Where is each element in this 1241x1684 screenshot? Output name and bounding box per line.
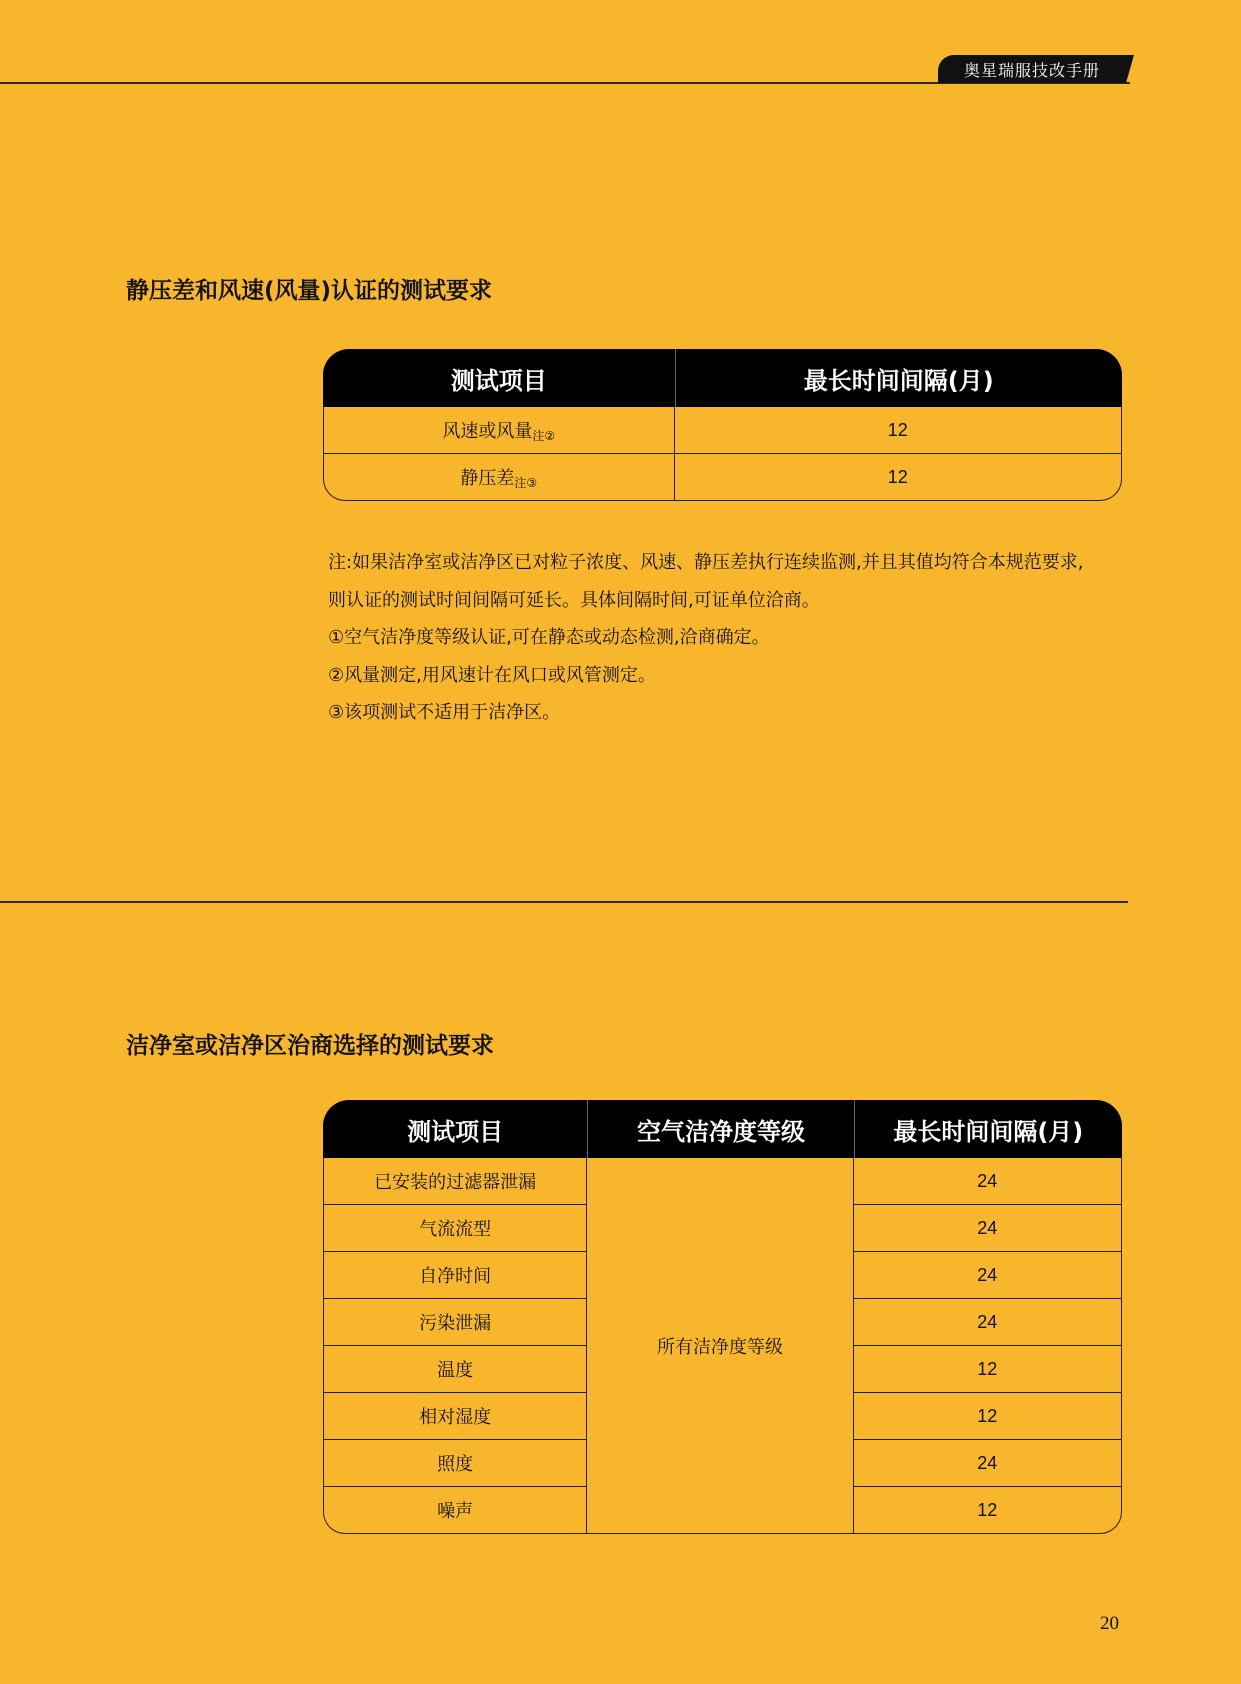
note-line: ③该项测试不适用于洁净区。 [328,702,561,723]
item-cell: 已安装的过滤器泄漏 [323,1158,587,1205]
interval-cell: 12 [854,1393,1122,1440]
page-number: 20 [1100,1613,1119,1634]
section1-title: 静压差和风速(风量)认证的测试要求 [126,278,493,304]
col-header-class: 空气洁净度等级 [587,1100,853,1158]
interval-cell: 24 [854,1440,1122,1487]
notes-block [328,544,1084,732]
section-divider [0,901,1128,903]
footnote-ref: 注② [532,428,556,443]
interval-cell: 12 [675,454,1122,501]
section2-title: 洁净室或洁净区治商选择的测试要求 [126,1033,494,1059]
col-header-interval: 最长时间间隔(月) [675,349,1122,407]
item-cell: 气流流型 [323,1205,587,1252]
note-line: 则认证的测试时间间隔可延长。具体间隔时间,可证单位洽商。 [328,589,820,611]
table-row [323,1158,1122,1205]
class-cell-merged: 所有洁净度等级 [587,1158,853,1534]
table-row [323,407,1122,454]
interval-cell: 12 [854,1346,1122,1393]
col-header-item: 测试项目 [323,349,675,407]
interval-cell: 12 [854,1487,1122,1534]
item-cell [323,407,675,454]
item-cell: 照度 [323,1440,587,1487]
interval-cell: 12 [675,407,1122,454]
optional-tests-table [323,1100,1122,1534]
note-line: ②风量测定,用风速计在风口或风管测定。 [328,664,656,686]
static-pressure-table [323,349,1122,501]
item-cell: 温度 [323,1346,587,1393]
item-cell [323,454,675,501]
col-header-interval: 最长时间间隔(月) [854,1100,1122,1158]
item-cell: 相对湿度 [323,1393,587,1440]
interval-cell: 24 [854,1252,1122,1299]
interval-cell: 24 [854,1299,1122,1346]
interval-cell: 24 [854,1205,1122,1252]
col-header-item: 测试项目 [323,1100,587,1158]
footnote-ref: 注③ [514,475,538,490]
item-cell: 污染泄漏 [323,1299,587,1346]
table-row [323,454,1122,501]
item-cell: 自净时间 [323,1252,587,1299]
interval-cell: 24 [854,1158,1122,1205]
item-label: 风速或风量 [442,420,533,442]
item-label: 静压差 [460,467,515,489]
item-cell: 噪声 [323,1487,587,1534]
note-line: 注:如果洁净室或洁净区已对粒子浓度、风速、静压差执行连续监测,并且其值均符合本规范要求, [328,552,1084,573]
note-line: ①空气洁净度等级认证,可在静态或动态检测,洽商确定。 [328,627,770,648]
manual-title-tag: 奥星瑞服技改手册 [938,55,1126,83]
